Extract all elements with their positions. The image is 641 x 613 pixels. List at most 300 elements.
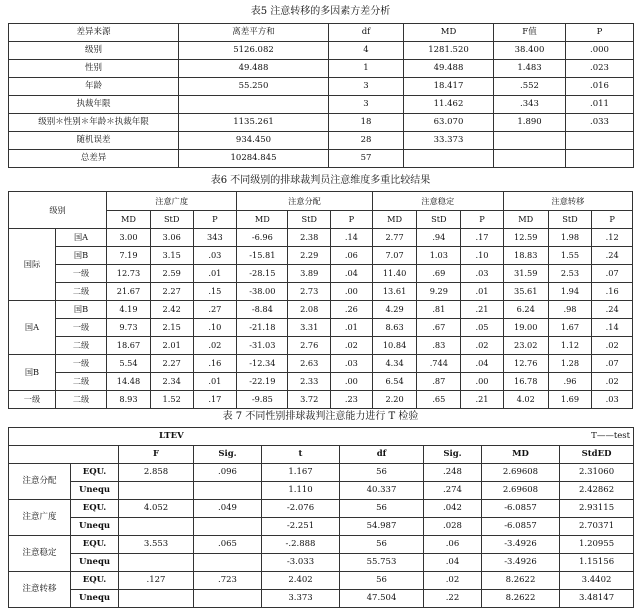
table-cell: 2.69608 <box>482 464 560 482</box>
table-cell: .023 <box>566 60 634 78</box>
table7-body <box>9 464 634 608</box>
table-cell: 7.19 <box>107 247 151 265</box>
table-cell: 4 <box>329 42 404 60</box>
table-cell: .744 <box>417 355 461 373</box>
table6-dimension-row <box>9 192 633 211</box>
table6-subheader: StD <box>548 210 592 229</box>
table6-group-header: 级别 <box>9 192 107 229</box>
table-cell: .10 <box>193 319 237 337</box>
table5-header-cell: 差异来源 <box>9 24 179 42</box>
table-cell <box>119 518 194 536</box>
table-row <box>9 572 634 590</box>
table-cell: -28.15 <box>237 265 288 283</box>
table-row <box>9 355 633 373</box>
table-cell: .02 <box>592 373 633 391</box>
table-cell: .16 <box>592 283 633 301</box>
table-cell: 3.373 <box>262 590 340 608</box>
table-cell: .096 <box>194 464 262 482</box>
table6-comparison-label: 国B <box>55 301 106 319</box>
table-cell: .17 <box>193 391 237 409</box>
table-cell: 1.15156 <box>560 554 634 572</box>
table-cell: 63.070 <box>404 114 494 132</box>
table-cell: 31.59 <box>503 265 548 283</box>
table-cell: .011 <box>566 96 634 114</box>
table-cell: .723 <box>194 572 262 590</box>
table-cell: .03 <box>331 355 373 373</box>
table-cell: 12.76 <box>503 355 548 373</box>
table5-caption: 表5 注意转移的多因素方差分析 <box>250 6 391 17</box>
table-cell: .24 <box>592 301 633 319</box>
table-cell: 4.19 <box>107 301 151 319</box>
table6-dimension-header: 注意分配 <box>237 192 372 211</box>
table-row <box>9 554 634 572</box>
table-cell: 执裁年限 <box>9 96 179 114</box>
table-cell: 2.42862 <box>560 482 634 500</box>
table-cell: -15.81 <box>237 247 288 265</box>
table-cell: -6.0857 <box>482 518 560 536</box>
table-cell <box>119 590 194 608</box>
table-cell: 3.89 <box>288 265 331 283</box>
table-cell: .02 <box>592 337 633 355</box>
table-cell: .04 <box>331 265 373 283</box>
table-cell: .016 <box>566 78 634 96</box>
table-cell: 年龄 <box>9 78 179 96</box>
table-cell: 56 <box>340 464 424 482</box>
table-cell: 21.67 <box>107 283 151 301</box>
table-cell: 11.40 <box>372 265 417 283</box>
table5 <box>8 23 634 168</box>
table-cell: .26 <box>331 301 373 319</box>
table-cell: .07 <box>592 265 633 283</box>
table-row <box>9 78 634 96</box>
table7-group-label: 注意分配 <box>9 464 71 500</box>
table-row <box>9 247 633 265</box>
table-cell: .27 <box>193 301 237 319</box>
table-cell: .05 <box>461 319 504 337</box>
table6-subheader: StD <box>417 210 461 229</box>
table6-comparison-label: 一级 <box>55 355 106 373</box>
table-cell: 7.07 <box>372 247 417 265</box>
table-cell <box>194 554 262 572</box>
table-cell: .01 <box>193 265 237 283</box>
table-cell: -6.0857 <box>482 500 560 518</box>
table-cell: .01 <box>193 373 237 391</box>
table-cell: .22 <box>424 590 482 608</box>
table-cell: 2.69608 <box>482 482 560 500</box>
table-cell: .04 <box>424 554 482 572</box>
table-cell: 5126.082 <box>179 42 329 60</box>
table-cell: -3.4926 <box>482 554 560 572</box>
table6-comparison-label: 一级 <box>55 265 106 283</box>
table-cell: 55.753 <box>340 554 424 572</box>
table-cell: -2.076 <box>262 500 340 518</box>
table-cell: .21 <box>461 391 504 409</box>
table-cell: .03 <box>592 391 633 409</box>
table-cell: .03 <box>461 265 504 283</box>
table-cell: 1.12 <box>548 337 592 355</box>
table-cell: 8.2622 <box>482 590 560 608</box>
table-cell: .049 <box>194 500 262 518</box>
table-cell: 2.53 <box>548 265 592 283</box>
table6-subheader: MD <box>503 210 548 229</box>
table-cell: 2.01 <box>150 337 193 355</box>
table-row <box>9 283 633 301</box>
table-cell: .03 <box>193 247 237 265</box>
table-cell: -6.96 <box>237 229 288 247</box>
table-cell: 47.504 <box>340 590 424 608</box>
table6-subheader: P <box>331 210 373 229</box>
table-cell: 56 <box>340 572 424 590</box>
table-cell: .06 <box>424 536 482 554</box>
table-cell: .65 <box>417 391 461 409</box>
table-cell: .81 <box>417 301 461 319</box>
table7-top-right: T——test <box>262 428 634 446</box>
table6-group-label: 一级 <box>9 391 56 409</box>
table-cell: 18 <box>329 114 404 132</box>
table5-header-cell: df <box>329 24 404 42</box>
table6-subheader: StD <box>288 210 331 229</box>
table-cell: 4.02 <box>503 391 548 409</box>
table-cell: -3.033 <box>262 554 340 572</box>
table-cell: 2.63 <box>288 355 331 373</box>
table-cell: .83 <box>417 337 461 355</box>
table-cell: .552 <box>494 78 566 96</box>
table-cell: 38.400 <box>494 42 566 60</box>
table7-variance-label: EQU. <box>71 536 119 554</box>
table7-variance-label: Unequ <box>71 590 119 608</box>
table6-body <box>9 229 633 409</box>
table6-dimension-header: 注意稳定 <box>372 192 503 211</box>
table6-subheader: MD <box>107 210 151 229</box>
table-cell: 2.73 <box>288 283 331 301</box>
table-cell: .02 <box>424 572 482 590</box>
table-cell: 56 <box>340 536 424 554</box>
table-cell: 3.72 <box>288 391 331 409</box>
table7-variance-label: Unequ <box>71 518 119 536</box>
table-row <box>9 132 634 150</box>
table-cell: 55.250 <box>179 78 329 96</box>
table-cell: 56 <box>340 500 424 518</box>
table-cell: 4.052 <box>119 500 194 518</box>
table-cell: 2.15 <box>150 319 193 337</box>
table-row <box>9 42 634 60</box>
table-cell: 33.373 <box>404 132 494 150</box>
table7-variance-label: Unequ <box>71 554 119 572</box>
table-row <box>9 536 634 554</box>
table-cell: 总差异 <box>9 150 179 168</box>
table-cell: 8.63 <box>372 319 417 337</box>
table5-header-row <box>9 24 634 42</box>
table-cell: .87 <box>417 373 461 391</box>
table-cell: 4.29 <box>372 301 417 319</box>
table-cell: 49.488 <box>179 60 329 78</box>
table-cell: 1.03 <box>417 247 461 265</box>
table-cell: 35.61 <box>503 283 548 301</box>
table-cell: 2.33 <box>288 373 331 391</box>
table-cell: 1135.261 <box>179 114 329 132</box>
table-cell: 18.417 <box>404 78 494 96</box>
table-cell: 19.00 <box>503 319 548 337</box>
table6-caption: 表6 不同级别的排球裁判员注意维度多重比较结果 <box>210 175 431 186</box>
table-cell: 934.450 <box>179 132 329 150</box>
table6-subheader: P <box>193 210 237 229</box>
table-cell: 性别 <box>9 60 179 78</box>
table-cell: .96 <box>548 373 592 391</box>
table-cell: 级别＊性别＊年龄＊执裁年限 <box>9 114 179 132</box>
table-cell: 16.78 <box>503 373 548 391</box>
table-row <box>9 150 634 168</box>
table-cell: 3 <box>329 96 404 114</box>
table-cell: 9.29 <box>417 283 461 301</box>
table-cell: .12 <box>592 229 633 247</box>
table-cell: .10 <box>461 247 504 265</box>
table6-comparison-label: 一级 <box>55 319 106 337</box>
table-cell <box>194 482 262 500</box>
table-cell: 18.83 <box>503 247 548 265</box>
table-cell: 5.54 <box>107 355 151 373</box>
table-cell: 2.402 <box>262 572 340 590</box>
table-cell: .127 <box>119 572 194 590</box>
table6-group-label: 国A <box>9 301 56 355</box>
table-cell: -8.84 <box>237 301 288 319</box>
table7-group-label: 注意广度 <box>9 500 71 536</box>
table-cell: -.2.888 <box>262 536 340 554</box>
table-cell: 40.337 <box>340 482 424 500</box>
table-cell: 10284.845 <box>179 150 329 168</box>
table-cell <box>119 482 194 500</box>
table6-dimension-header: 注意广度 <box>107 192 237 211</box>
table7-variance-label: EQU. <box>71 572 119 590</box>
table-cell: 1.110 <box>262 482 340 500</box>
table-cell: 12.59 <box>503 229 548 247</box>
table-cell: 1.167 <box>262 464 340 482</box>
table6-comparison-label: 二级 <box>55 391 106 409</box>
table-cell: -12.34 <box>237 355 288 373</box>
table-cell: .21 <box>461 301 504 319</box>
table-cell: .02 <box>193 337 237 355</box>
table5-header-cell: F值 <box>494 24 566 42</box>
table-cell: 57 <box>329 150 404 168</box>
table-cell: 级别 <box>9 42 179 60</box>
table5-header-cell: P <box>566 24 634 42</box>
table7-header-blank <box>9 446 119 464</box>
table-cell: .02 <box>461 337 504 355</box>
table7-header-cell: StdED <box>560 446 634 464</box>
table-cell: 2.29 <box>288 247 331 265</box>
table7-variance-label: EQU. <box>71 464 119 482</box>
table-cell: 2.77 <box>372 229 417 247</box>
table-cell: .01 <box>461 283 504 301</box>
table-cell: 8.2622 <box>482 572 560 590</box>
table-cell: 3.15 <box>150 247 193 265</box>
table-cell: 1.55 <box>548 247 592 265</box>
table7-header-cell: df <box>340 446 424 464</box>
table-cell: 2.38 <box>288 229 331 247</box>
table7-variance-label: EQU. <box>71 500 119 518</box>
table-cell: .000 <box>566 42 634 60</box>
table-cell: .00 <box>461 373 504 391</box>
table7-top-left: LTEV <box>9 428 262 446</box>
table-cell: -21.18 <box>237 319 288 337</box>
table-cell: 3.06 <box>150 229 193 247</box>
table6-subheader: P <box>461 210 504 229</box>
table-cell: -9.85 <box>237 391 288 409</box>
table-cell: .94 <box>417 229 461 247</box>
table-cell: 2.93115 <box>560 500 634 518</box>
table-cell: 12.73 <box>107 265 151 283</box>
table7-header-cell: F <box>119 446 194 464</box>
table6-subheader: P <box>592 210 633 229</box>
table5-header-cell: MD <box>404 24 494 42</box>
table-cell: .028 <box>424 518 482 536</box>
table-cell: 1.52 <box>150 391 193 409</box>
table-cell <box>179 96 329 114</box>
table7-header-cell: MD <box>482 446 560 464</box>
table-row <box>9 114 634 132</box>
table-row <box>9 337 633 355</box>
table-cell: 23.02 <box>503 337 548 355</box>
table-cell: .248 <box>424 464 482 482</box>
table6-subheader: MD <box>237 210 288 229</box>
table-cell: 18.67 <box>107 337 151 355</box>
table-cell: 54.987 <box>340 518 424 536</box>
table-row <box>9 319 633 337</box>
table-cell: 2.858 <box>119 464 194 482</box>
table-cell: .065 <box>194 536 262 554</box>
table7-caption: 表 7 不同性别排球裁判注意能力进行 T 检验 <box>222 411 419 422</box>
table-cell: 1.69 <box>548 391 592 409</box>
table-cell: .00 <box>331 373 373 391</box>
table6-comparison-label: 二级 <box>55 283 106 301</box>
table-cell: 2.27 <box>150 283 193 301</box>
table-row <box>9 518 634 536</box>
table-cell <box>119 554 194 572</box>
table-row <box>9 373 633 391</box>
table-cell: 随机误差 <box>9 132 179 150</box>
table6-comparison-label: 二级 <box>55 337 106 355</box>
table7-header-row <box>9 446 634 464</box>
table-cell: .17 <box>461 229 504 247</box>
table7-header-cell: Sig. <box>424 446 482 464</box>
table-cell: .23 <box>331 391 373 409</box>
table-cell <box>566 132 634 150</box>
table6 <box>8 191 633 409</box>
table-cell: 2.08 <box>288 301 331 319</box>
table-cell: 3.553 <box>119 536 194 554</box>
table-cell: 2.31060 <box>560 464 634 482</box>
table-cell: 49.488 <box>404 60 494 78</box>
table6-comparison-label: 二级 <box>55 373 106 391</box>
table6-comparison-label: 国B <box>55 247 106 265</box>
table-cell: .16 <box>193 355 237 373</box>
table-row <box>9 482 634 500</box>
table-cell: 10.84 <box>372 337 417 355</box>
table7-variance-label: Unequ <box>71 482 119 500</box>
table-cell: 11.462 <box>404 96 494 114</box>
table-cell: .15 <box>193 283 237 301</box>
table6-group-label: 国B <box>9 355 56 391</box>
table-cell: 2.27 <box>150 355 193 373</box>
table-cell: -3.4926 <box>482 536 560 554</box>
table-cell: -2.251 <box>262 518 340 536</box>
table5-header-cell: 离差平方和 <box>179 24 329 42</box>
table-row <box>9 590 634 608</box>
table-cell: 1.94 <box>548 283 592 301</box>
table-cell: 2.59 <box>150 265 193 283</box>
table-cell: 6.54 <box>372 373 417 391</box>
table-cell: .14 <box>331 229 373 247</box>
table6-subheader: StD <box>150 210 193 229</box>
table-cell: .02 <box>331 337 373 355</box>
table-cell: 28 <box>329 132 404 150</box>
table-cell: .00 <box>331 283 373 301</box>
table7-header-cell: t <box>262 446 340 464</box>
table-row <box>9 60 634 78</box>
table-row <box>9 500 634 518</box>
table-cell: .69 <box>417 265 461 283</box>
table7 <box>8 427 634 608</box>
table-cell: 9.73 <box>107 319 151 337</box>
table-cell <box>404 150 494 168</box>
table7-top-row <box>9 428 634 446</box>
table-cell: .14 <box>592 319 633 337</box>
table-cell <box>494 150 566 168</box>
table-cell <box>194 518 262 536</box>
table-row <box>9 96 634 114</box>
table-cell: 2.34 <box>150 373 193 391</box>
table-cell: 3.48147 <box>560 590 634 608</box>
table-cell: 1 <box>329 60 404 78</box>
table-cell: 1.98 <box>548 229 592 247</box>
table-cell: .343 <box>494 96 566 114</box>
table-cell: .07 <box>592 355 633 373</box>
table-row <box>9 301 633 319</box>
table-cell: 1281.520 <box>404 42 494 60</box>
table-cell <box>194 590 262 608</box>
table-cell: .01 <box>331 319 373 337</box>
table-row <box>9 229 633 247</box>
table6-subheader: MD <box>372 210 417 229</box>
table-cell: -31.03 <box>237 337 288 355</box>
table-cell: 2.42 <box>150 301 193 319</box>
table-cell: .274 <box>424 482 482 500</box>
table-row <box>9 391 633 409</box>
table-cell: 3.4402 <box>560 572 634 590</box>
table-cell: 6.24 <box>503 301 548 319</box>
table6-comparison-label: 国A <box>55 229 106 247</box>
table-cell: 3.31 <box>288 319 331 337</box>
table-cell: 4.34 <box>372 355 417 373</box>
table-cell: .04 <box>461 355 504 373</box>
table-cell <box>494 132 566 150</box>
table-cell: 2.20 <box>372 391 417 409</box>
table-cell: 8.93 <box>107 391 151 409</box>
table-cell: 1.483 <box>494 60 566 78</box>
table-cell: -22.19 <box>237 373 288 391</box>
table-cell: 2.70371 <box>560 518 634 536</box>
table-cell: 3.00 <box>107 229 151 247</box>
table-cell: 2.76 <box>288 337 331 355</box>
table-cell: .033 <box>566 114 634 132</box>
table-cell: 1.28 <box>548 355 592 373</box>
table6-group-label: 国际 <box>9 229 56 301</box>
table7-group-label: 注意转移 <box>9 572 71 608</box>
table7-group-label: 注意稳定 <box>9 536 71 572</box>
table7-header-cell: Sig. <box>194 446 262 464</box>
table-cell: .67 <box>417 319 461 337</box>
table-cell: 3 <box>329 78 404 96</box>
table-cell: 14.48 <box>107 373 151 391</box>
